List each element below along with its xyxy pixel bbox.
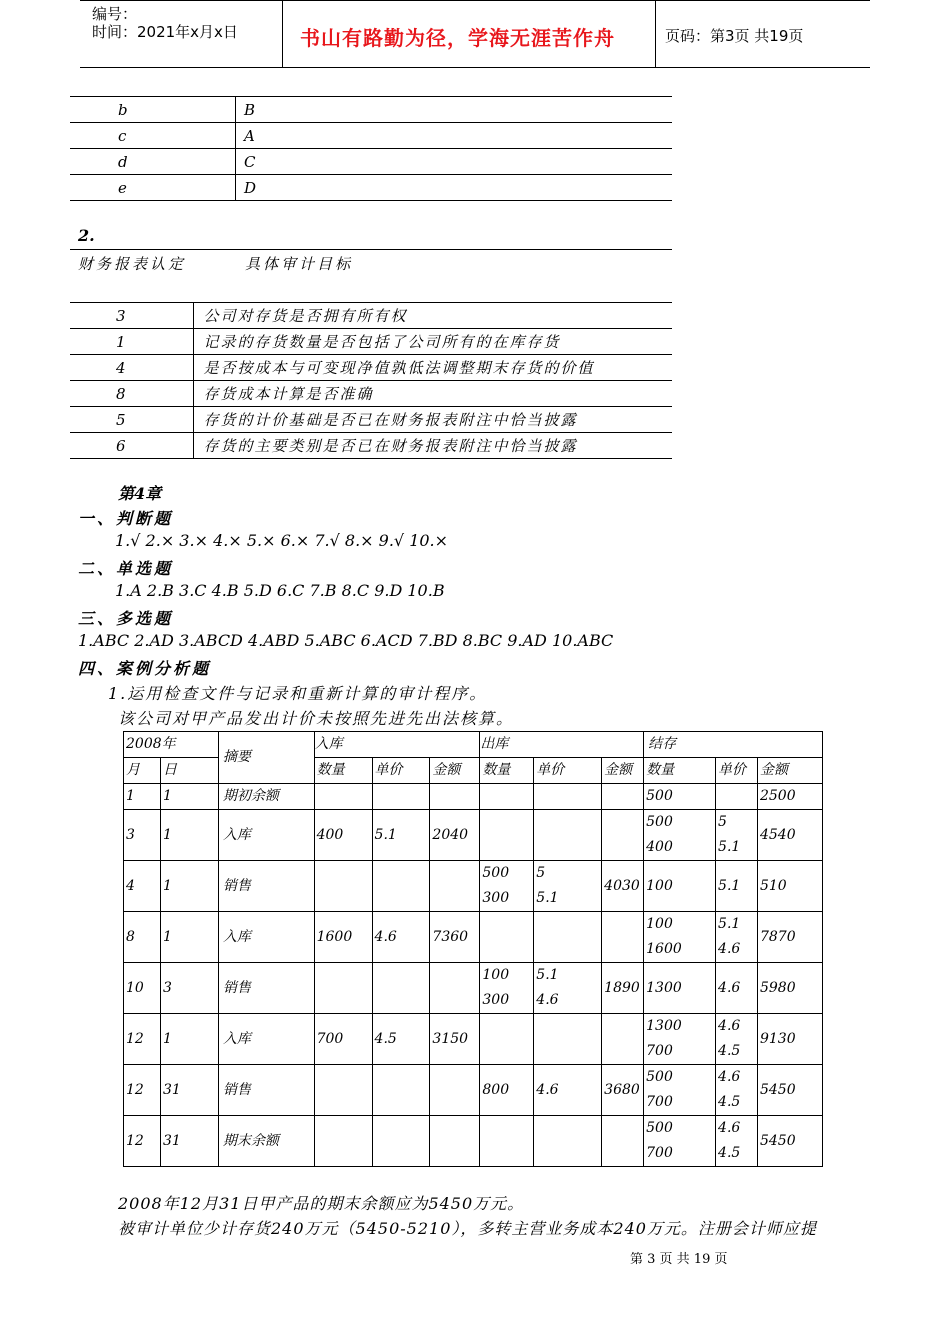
ledger-in-amount <box>430 1116 480 1167</box>
answer-choice: C <box>236 149 673 175</box>
ledger-out-amount: 4030 <box>602 861 644 912</box>
answer-choice: B <box>236 97 673 123</box>
ledger-out-amount <box>602 912 644 963</box>
conclusion-line-2: 被审计单位少计存货240万元（5450-5210），多转主营业务成本240万元。注册会计师应提 <box>118 1219 817 1238</box>
ledger-out-label: 出库 <box>480 732 644 758</box>
multi-title: 三、多选题 <box>78 609 174 628</box>
answer-choice: D <box>236 175 673 201</box>
ledger-in-qty <box>314 1116 372 1167</box>
assertion-row <box>70 433 672 459</box>
answer-row <box>70 175 672 201</box>
conclusion-line-1: 2008年12月31日甲产品的期末余额应为5450万元。 <box>118 1194 525 1213</box>
header-top-rule <box>80 0 870 1</box>
header-page-label: 页码：第3页 共19页 <box>665 27 804 45</box>
single-title: 二、单选题 <box>78 559 174 578</box>
assertion-col1-header: 财务报表认定 <box>70 250 193 303</box>
ledger-out-price <box>534 810 602 861</box>
answer-question: b <box>70 97 236 123</box>
assertion-number: 8 <box>70 381 193 407</box>
ledger-out-qty: 800 <box>480 1065 534 1116</box>
ledger-day: 1 <box>160 784 218 810</box>
ledger-bal-qty: 500 700 <box>644 1116 716 1167</box>
ledger-bal-price: 5 5.1 <box>716 810 758 861</box>
judge-title: 一、判断题 <box>78 509 174 528</box>
ledger-in-amount: 3150 <box>430 1014 480 1065</box>
ledger-summary: 入库 <box>218 1014 314 1065</box>
ledger-out-qty <box>480 784 534 810</box>
inventory-ledger-table <box>123 731 823 1167</box>
header-divider-left <box>282 0 283 67</box>
ledger-out-price <box>534 784 602 810</box>
ledger-out-amount-header: 金额 <box>602 758 644 784</box>
ledger-summary-label: 摘要 <box>218 732 314 784</box>
ledger-in-amount <box>430 861 480 912</box>
ledger-in-price <box>372 963 430 1014</box>
answer-row <box>70 149 672 175</box>
ledger-in-price: 5.1 <box>372 810 430 861</box>
ledger-header-row-1 <box>124 732 823 758</box>
ledger-in-price: 4.6 <box>372 912 430 963</box>
ledger-summary: 销售 <box>218 861 314 912</box>
ledger-bal-qty: 1300 <box>644 963 716 1014</box>
ledger-in-amount: 7360 <box>430 912 480 963</box>
ledger-month: 4 <box>124 861 161 912</box>
ledger-out-amount: 1890 <box>602 963 644 1014</box>
ledger-out-qty: 100 300 <box>480 963 534 1014</box>
ledger-in-price <box>372 784 430 810</box>
judge-answers: 1.√ 2.× 3.× 4.× 5.× 6.× 7.√ 8.× 9.√ 10.× <box>115 531 449 550</box>
assertion-number: 1 <box>70 329 193 355</box>
ledger-row <box>124 810 823 861</box>
ledger-bal-qty: 100 1600 <box>644 912 716 963</box>
assertion-header-row <box>70 250 672 303</box>
ledger-in-qty <box>314 784 372 810</box>
ledger-bal-price: 4.6 4.5 <box>716 1116 758 1167</box>
assertion-row <box>70 381 672 407</box>
section-2-label: 2. <box>78 226 95 245</box>
ledger-row <box>124 1014 823 1065</box>
ledger-bal-amount: 5450 <box>757 1116 822 1167</box>
ledger-bal-price: 5.1 4.6 <box>716 912 758 963</box>
ledger-in-qty: 400 <box>314 810 372 861</box>
header-number-label: 编号： <box>92 5 138 23</box>
ledger-out-price: 5.1 4.6 <box>534 963 602 1014</box>
ledger-out-amount <box>602 810 644 861</box>
assertion-goal: 存货成本计算是否准确 <box>193 381 672 407</box>
ledger-row <box>124 784 823 810</box>
answer-question: e <box>70 175 236 201</box>
ledger-month: 10 <box>124 963 161 1014</box>
ledger-bal-amount: 4540 <box>757 810 822 861</box>
ledger-out-qty <box>480 810 534 861</box>
ledger-row <box>124 912 823 963</box>
ledger-in-qty <box>314 1065 372 1116</box>
ledger-bal-qty: 1300 700 <box>644 1014 716 1065</box>
ledger-in-amount <box>430 784 480 810</box>
ledger-summary: 销售 <box>218 1065 314 1116</box>
ledger-day: 1 <box>160 810 218 861</box>
ledger-year-label: 2008年 <box>124 732 219 758</box>
header-bottom-rule <box>80 67 870 68</box>
ledger-bal-amount: 510 <box>757 861 822 912</box>
ledger-bal-qty: 100 <box>644 861 716 912</box>
answer-row <box>70 123 672 149</box>
ledger-month: 12 <box>124 1065 161 1116</box>
ledger-bal-amount: 5450 <box>757 1065 822 1116</box>
ledger-day-header: 日 <box>160 758 218 784</box>
header-divider-right <box>655 0 656 67</box>
ledger-in-qty-header: 数量 <box>314 758 372 784</box>
ledger-bal-price: 4.6 4.5 <box>716 1014 758 1065</box>
ledger-in-amount <box>430 1065 480 1116</box>
answer-question: c <box>70 123 236 149</box>
ledger-out-price: 4.6 <box>534 1065 602 1116</box>
ledger-in-price <box>372 1065 430 1116</box>
ledger-out-qty <box>480 1014 534 1065</box>
chapter-title: 第4章 <box>118 484 162 503</box>
ledger-bal-price-header: 单价 <box>716 758 758 784</box>
answer-choice: A <box>236 123 673 149</box>
ledger-out-amount <box>602 1116 644 1167</box>
assertion-row <box>70 303 672 329</box>
ledger-summary: 入库 <box>218 810 314 861</box>
multi-answers: 1.ABC 2.AD 3.ABCD 4.ABD 5.ABC 6.ACD 7.BD 8.BC 9.AD 10.ABC <box>78 631 614 650</box>
ledger-bal-amount-header: 金额 <box>757 758 822 784</box>
assertion-col2-header: 具体审计目标 <box>193 250 672 303</box>
ledger-day: 1 <box>160 1014 218 1065</box>
ledger-out-price <box>534 1116 602 1167</box>
ledger-in-label: 入库 <box>314 732 480 758</box>
assertion-table <box>70 249 672 459</box>
ledger-summary: 期末余额 <box>218 1116 314 1167</box>
ledger-bal-price: 5.1 <box>716 861 758 912</box>
ledger-in-price <box>372 1116 430 1167</box>
assertion-goal: 存货的计价基础是否已在财务报表附注中恰当披露 <box>193 407 672 433</box>
ledger-bal-amount: 2500 <box>757 784 822 810</box>
ledger-in-price: 4.5 <box>372 1014 430 1065</box>
ledger-out-qty: 500 300 <box>480 861 534 912</box>
ledger-out-qty <box>480 1116 534 1167</box>
ledger-month: 3 <box>124 810 161 861</box>
ledger-in-price <box>372 861 430 912</box>
footer-page-number: 第 3 页 共 19 页 <box>630 1252 728 1267</box>
header-motto: 书山有路勤为径，学海无涯苦作舟 <box>300 26 615 50</box>
ledger-bal-qty: 500 400 <box>644 810 716 861</box>
ledger-bal-qty: 500 <box>644 784 716 810</box>
ledger-in-qty: 700 <box>314 1014 372 1065</box>
assertion-row <box>70 355 672 381</box>
ledger-out-qty <box>480 912 534 963</box>
ledger-in-amount: 2040 <box>430 810 480 861</box>
ledger-out-amount <box>602 784 644 810</box>
assertion-goal: 存货的主要类别是否已在财务报表附注中恰当披露 <box>193 433 672 459</box>
ledger-month: 12 <box>124 1116 161 1167</box>
ledger-out-amount: 3680 <box>602 1065 644 1116</box>
ledger-bal-price: 4.6 4.5 <box>716 1065 758 1116</box>
ledger-out-price: 5 5.1 <box>534 861 602 912</box>
assertion-goal: 公司对存货是否拥有所有权 <box>193 303 672 329</box>
ledger-in-qty: 1600 <box>314 912 372 963</box>
ledger-day: 31 <box>160 1065 218 1116</box>
case-line-1: 1.运用检查文件与记录和重新计算的审计程序。 <box>108 684 488 703</box>
ledger-bal-amount: 7870 <box>757 912 822 963</box>
ledger-out-price <box>534 1014 602 1065</box>
ledger-row <box>124 1116 823 1167</box>
assertion-goal: 记录的存货数量是否包括了公司所有的在库存货 <box>193 329 672 355</box>
ledger-bal-qty: 500 700 <box>644 1065 716 1116</box>
ledger-bal-amount: 9130 <box>757 1014 822 1065</box>
ledger-summary: 期初余额 <box>218 784 314 810</box>
ledger-bal-price: 4.6 <box>716 963 758 1014</box>
ledger-summary: 入库 <box>218 912 314 963</box>
ledger-bal-price <box>716 784 758 810</box>
case-title: 四、案例分析题 <box>78 659 212 678</box>
ledger-in-qty <box>314 861 372 912</box>
ledger-month: 8 <box>124 912 161 963</box>
ledger-out-price-header: 单价 <box>534 758 602 784</box>
ledger-row <box>124 1065 823 1116</box>
ledger-month: 12 <box>124 1014 161 1065</box>
ledger-out-amount <box>602 1014 644 1065</box>
answer-question: d <box>70 149 236 175</box>
ledger-balance-label: 结存 <box>644 732 823 758</box>
ledger-day: 31 <box>160 1116 218 1167</box>
ledger-row <box>124 963 823 1014</box>
assertion-number: 5 <box>70 407 193 433</box>
header-time-label: 时间：2021年x月x日 <box>92 23 238 41</box>
assertion-number: 4 <box>70 355 193 381</box>
ledger-in-qty <box>314 963 372 1014</box>
assertion-goal: 是否按成本与可变现净值孰低法调整期末存货的价值 <box>193 355 672 381</box>
case-line-2: 该公司对甲产品发出计价未按照先进先出法核算。 <box>118 709 515 728</box>
answer-row <box>70 97 672 123</box>
ledger-in-amount-header: 金额 <box>430 758 480 784</box>
assertion-row <box>70 407 672 433</box>
ledger-day: 1 <box>160 912 218 963</box>
ledger-month: 1 <box>124 784 161 810</box>
ledger-out-qty-header: 数量 <box>480 758 534 784</box>
assertion-number: 3 <box>70 303 193 329</box>
ledger-day: 1 <box>160 861 218 912</box>
ledger-in-price-header: 单价 <box>372 758 430 784</box>
answer-table-1 <box>70 96 672 201</box>
ledger-in-amount <box>430 963 480 1014</box>
ledger-row <box>124 861 823 912</box>
assertion-number: 6 <box>70 433 193 459</box>
ledger-summary: 销售 <box>218 963 314 1014</box>
single-answers: 1.A 2.B 3.C 4.B 5.D 6.C 7.B 8.C 9.D 10.B <box>115 581 445 600</box>
ledger-month-header: 月 <box>124 758 161 784</box>
assertion-row <box>70 329 672 355</box>
ledger-bal-qty-header: 数量 <box>644 758 716 784</box>
ledger-bal-amount: 5980 <box>757 963 822 1014</box>
ledger-out-price <box>534 912 602 963</box>
ledger-day: 3 <box>160 963 218 1014</box>
